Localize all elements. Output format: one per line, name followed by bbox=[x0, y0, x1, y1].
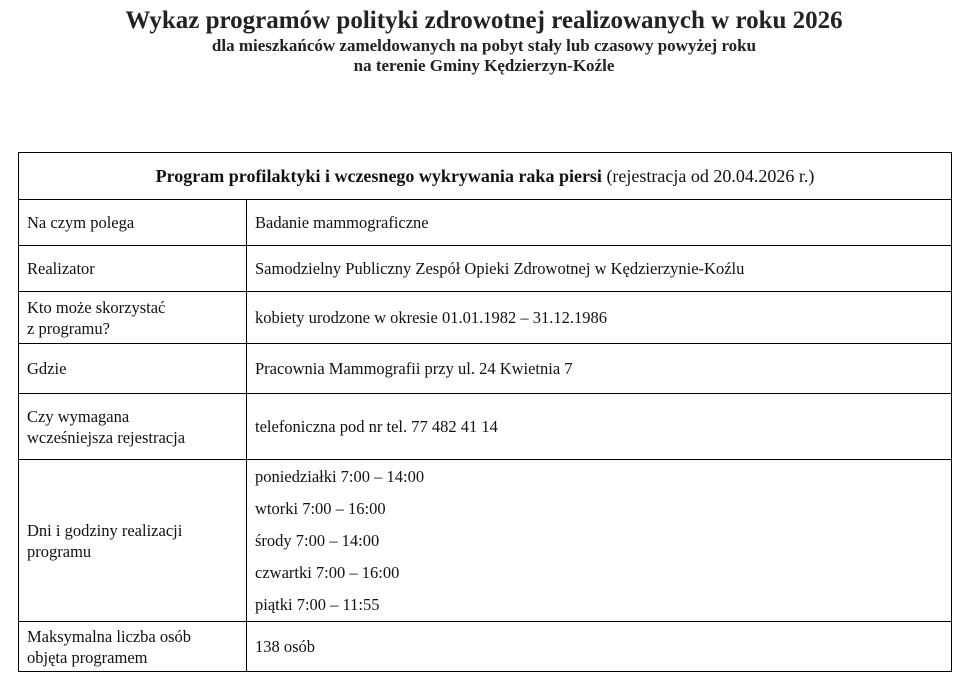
document-header bbox=[0, 0, 968, 76]
program-header-row bbox=[19, 153, 952, 200]
table-row bbox=[19, 246, 952, 292]
row-label-line2: wcześniejsza rejestracja bbox=[27, 427, 186, 447]
row-label-line1: Maksymalna liczba osób bbox=[27, 626, 192, 646]
table-row bbox=[19, 622, 952, 672]
row-value: 138 osób bbox=[247, 622, 952, 672]
row-label bbox=[19, 622, 247, 672]
row-label: Realizator bbox=[19, 246, 247, 292]
row-value: telefoniczna pod nr tel. 77 482 41 14 bbox=[247, 394, 952, 460]
document-title: Wykaz programów polityki zdrowotnej realizowanych w roku 2026 bbox=[125, 7, 843, 34]
table-row bbox=[19, 394, 952, 460]
table-row bbox=[19, 292, 952, 344]
row-label: Gdzie bbox=[19, 344, 247, 394]
row-value-hours bbox=[247, 460, 952, 622]
hours-tuesday: wtorki 7:00 – 16:00 bbox=[255, 498, 386, 518]
row-label-line2: objęta programem bbox=[27, 647, 148, 667]
document-subtitle-line1: dla mieszkańców zameldowanych na pobyt stały lub czasowy powyżej roku bbox=[211, 36, 757, 55]
hours-friday: piątki 7:00 – 11:55 bbox=[255, 594, 380, 614]
row-value: Badanie mammograficzne bbox=[247, 200, 952, 246]
table-row-hours bbox=[19, 460, 952, 622]
row-value: Pracownia Mammografii przy ul. 24 Kwietnia 7 bbox=[247, 344, 952, 394]
row-value: kobiety urodzone w okresie 01.01.1982 – 31.12.1986 bbox=[247, 292, 952, 344]
row-value: Samodzielny Publiczny Zespół Opieki Zdrowotnej w Kędzierzynie-Koźlu bbox=[247, 246, 952, 292]
row-label-line1: Dni i godziny realizacji bbox=[27, 520, 183, 540]
hours-monday: poniedziałki 7:00 – 14:00 bbox=[255, 466, 425, 486]
row-label-line1: Czy wymagana bbox=[27, 406, 130, 426]
program-name: Program profilaktyki i wczesnego wykrywania raka piersi bbox=[155, 165, 602, 186]
table-row bbox=[19, 344, 952, 394]
hours-wednesday: środy 7:00 – 14:00 bbox=[255, 530, 380, 550]
program-header-cell bbox=[19, 153, 952, 200]
row-label bbox=[19, 394, 247, 460]
row-label bbox=[19, 292, 247, 344]
row-label-line2: programu bbox=[27, 541, 92, 561]
program-table bbox=[18, 152, 952, 672]
row-label-line2: z programu? bbox=[27, 318, 110, 338]
row-label: Na czym polega bbox=[19, 200, 247, 246]
hours-thursday: czwartki 7:00 – 16:00 bbox=[255, 562, 400, 582]
program-registration-note: (rejestracja od 20.04.2026 r.) bbox=[606, 165, 815, 186]
table-row bbox=[19, 200, 952, 246]
row-label-line1: Kto może skorzystać bbox=[27, 297, 166, 317]
row-label bbox=[19, 460, 247, 622]
document-subtitle-line2: na terenie Gminy Kędzierzyn-Koźle bbox=[353, 56, 615, 75]
